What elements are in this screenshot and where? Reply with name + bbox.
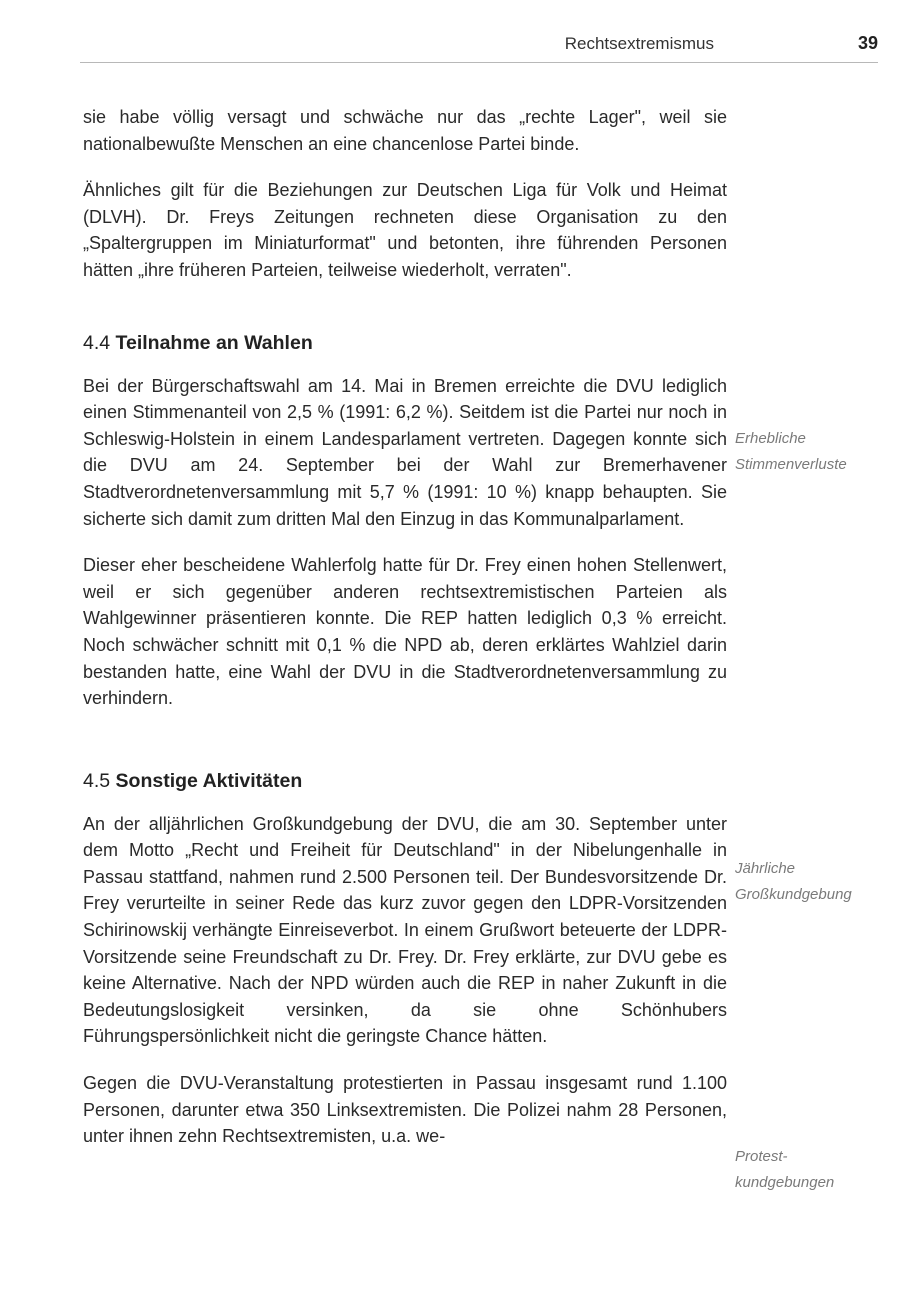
margin-note-annual-rally xyxy=(735,856,895,908)
section-heading-4-4 xyxy=(83,332,727,355)
margin-note-line: Erhebliche xyxy=(735,430,806,447)
margin-note-protests xyxy=(735,1144,895,1196)
margin-note-line: kundgebungen xyxy=(735,1174,835,1191)
main-text-column xyxy=(83,104,727,1150)
paragraph-rally: An der alljährlichen Großkundgebung der DVU, die am 30. September unter dem Motto „Recht und Freiheit für Deutschland" in der Nibelungenhalle in Passau stattfand, nahmen rund 2.500 Personen teil. Der Bundesvorsitzende Dr. Frey verurteilte in seiner Rede das kurz zuvor gegen den LDPR-Vorsitzenden Schirinowskij verhängte Einreiseverbot. In einem Grußwort beteuerte der LDPR-Vorsitzende seine Freundschaft zu Dr. Frey. Dr. Frey erklärte, zur DVU gebe es keine Alternative. Nach der NPD würden auch die REP in naher Zukunft in die Bedeutungslosigkeit versinken, da sie ohne Schönhubers Führungspersönlichkeit nicht die geringste Chance hätten. xyxy=(83,813,727,1047)
page-number: 39 xyxy=(857,33,878,53)
margin-note-line: Jährliche xyxy=(735,860,796,877)
header-rule xyxy=(80,62,878,63)
paragraph-protests: Gegen die DVU-Veranstaltung protestierten in Passau insgesamt rund 1.100 Personen, darunter etwa 350 Linksextremisten. Die Polizei nahm 28 Personen, unter ihnen zehn Rechtsextremisten, u.a. we- xyxy=(83,1073,727,1147)
section-number: 4.5 xyxy=(83,769,111,792)
page-header xyxy=(0,0,900,70)
section-title: Teilnahme an Wahlen xyxy=(115,331,313,354)
running-title: Rechtsextremismus xyxy=(564,34,714,53)
paragraph-election-significance: Dieser eher bescheidene Wahlerfolg hatte für Dr. Frey einen hohen Stellenwert, weil er sich gegenüber anderen rechtsextremistischen Parteien als Wahlgewinner präsentieren konnte. Die REP hatten lediglich 0,3 % erreicht. Noch schwächer schnitt mit 0,1 % die NPD ab, deren erklärtes Wahlziel darin bestanden hatte, eine Wahl der DVU in die Stadtverordnetenversammlung zu verhindern. xyxy=(83,555,727,709)
section-heading-4-5 xyxy=(83,770,727,793)
margin-note-line: Protest- xyxy=(735,1148,788,1165)
section-number: 4.4 xyxy=(83,331,111,354)
paragraph-dlvh: Ähnliches gilt für die Beziehungen zur Deutschen Liga für Volk und Heimat (DLVH). Dr. Freys Zeitungen rechneten diese Organisation zu den „Spaltergruppen im Miniaturformat" und betonten, ihre führenden Personen hätten „ihre früheren Parteien, teilweise wiederholt, verraten". xyxy=(83,180,727,280)
paragraph-election-results: Bei der Bürgerschaftswahl am 14. Mai in Bremen erreichte die DVU lediglich einen Stimmenanteil von 2,5 % (1991: 6,2 %). Seitdem ist die Partei nur noch in Schleswig-Holstein in einem Landesparlament vertreten. Dagegen konnte sich die DVU am 24. September bei der Wahl zur Bremerhavener Stadtverordnetenversammlung mit 5,7 % (1991: 10 %) knapp behaupten. Sie sicherte sich damit zum dritten Mal den Einzug in das Kommunalparlament. xyxy=(83,375,727,529)
margin-note-line: Großkundgebung xyxy=(735,886,852,903)
margin-note-vote-losses xyxy=(735,426,895,478)
section-title: Sonstige Aktivitäten xyxy=(115,769,303,792)
paragraph-intro: sie habe völlig versagt und schwäche nur das „rechte Lager", weil sie nationalbewußte Menschen an eine chancenlose Partei binde. xyxy=(83,107,727,154)
margin-note-line: Stimmenverluste xyxy=(735,456,847,473)
